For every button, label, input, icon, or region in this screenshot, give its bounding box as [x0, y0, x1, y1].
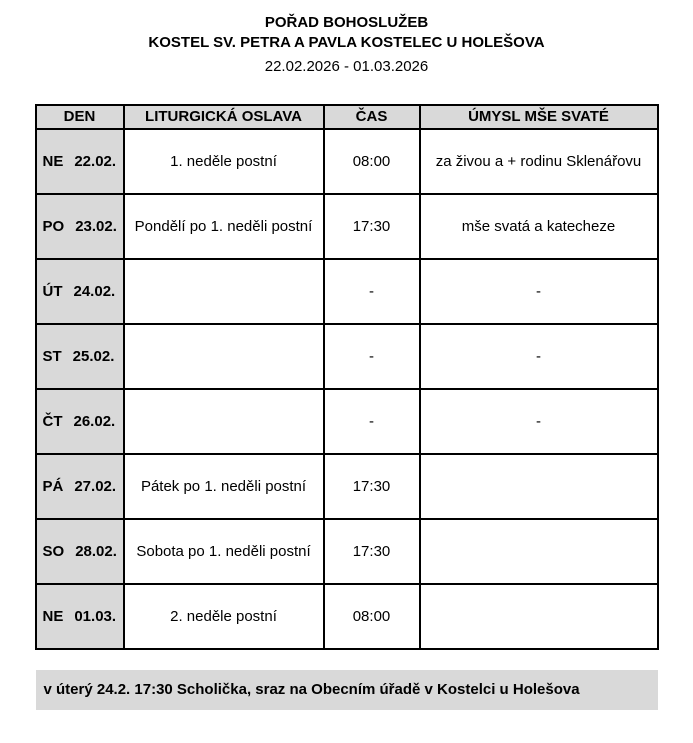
- day-abbrev: SO: [42, 542, 65, 560]
- schedule-table: [35, 104, 659, 650]
- time-cell: 17:30: [324, 454, 420, 519]
- liturgy-cell: Pondělí po 1. neděli postní: [124, 194, 324, 259]
- day-cell: [36, 194, 124, 259]
- day-cell: [36, 259, 124, 324]
- table-row: [36, 259, 658, 324]
- document-header: [0, 13, 693, 77]
- liturgy-cell: Sobota po 1. neděli postní: [124, 519, 324, 584]
- table-row: [36, 584, 658, 649]
- time-cell: 17:30: [324, 194, 420, 259]
- time-cell: -: [324, 389, 420, 454]
- day-date: 01.03.: [74, 607, 117, 625]
- day-date: 28.02.: [75, 542, 117, 560]
- day-abbrev: PO: [42, 217, 65, 235]
- day-cell: [36, 324, 124, 389]
- time-cell: -: [324, 259, 420, 324]
- liturgy-cell: [124, 259, 324, 324]
- footer-note: v úterý 24.2. 17:30 Scholička, sraz na Obecním úřadě v Kostelci u Holešova: [36, 670, 658, 710]
- table-row: [36, 454, 658, 519]
- liturgy-cell: [124, 324, 324, 389]
- page-subtitle: KOSTEL SV. PETRA A PAVLA KOSTELEC U HOLEŠOVA: [148, 34, 545, 52]
- column-header-den: DEN: [36, 105, 124, 129]
- intention-cell: -: [420, 259, 658, 324]
- table-row: [36, 519, 658, 584]
- liturgy-cell: 1. neděle postní: [124, 129, 324, 194]
- day-abbrev: ST: [42, 347, 62, 365]
- day-cell: [36, 129, 124, 194]
- day-cell: [36, 389, 124, 454]
- table-header-row: [36, 105, 658, 129]
- date-range: 22.02.2026 - 01.03.2026: [264, 57, 429, 75]
- day-abbrev: ČT: [42, 412, 63, 430]
- day-cell: [36, 519, 124, 584]
- intention-cell: -: [420, 389, 658, 454]
- day-date: 25.02.: [72, 347, 115, 365]
- column-header-oslava: LITURGICKÁ OSLAVA: [124, 105, 324, 129]
- intention-cell: [420, 584, 658, 649]
- table-row: [36, 389, 658, 454]
- day-abbrev: NE: [42, 152, 64, 170]
- day-date: 27.02.: [74, 477, 117, 495]
- intention-cell: mše svatá a katecheze: [420, 194, 658, 259]
- day-abbrev: ÚT: [42, 282, 63, 300]
- column-header-umysl: ÚMYSL MŠE SVATÉ: [420, 105, 658, 129]
- time-cell: -: [324, 324, 420, 389]
- intention-cell: [420, 519, 658, 584]
- day-cell: [36, 584, 124, 649]
- liturgy-cell: 2. neděle postní: [124, 584, 324, 649]
- time-cell: 08:00: [324, 129, 420, 194]
- day-date: 24.02.: [73, 282, 116, 300]
- liturgy-cell: Pátek po 1. neděli postní: [124, 454, 324, 519]
- table-row: [36, 194, 658, 259]
- day-date: 26.02.: [73, 412, 116, 430]
- day-date: 22.02.: [74, 152, 117, 170]
- intention-cell: -: [420, 324, 658, 389]
- table-row: [36, 129, 658, 194]
- intention-cell: [420, 454, 658, 519]
- day-abbrev: NE: [42, 607, 64, 625]
- page-title: POŘAD BOHOSLUŽEB: [264, 14, 429, 31]
- time-cell: 08:00: [324, 584, 420, 649]
- time-cell: 17:30: [324, 519, 420, 584]
- intention-cell: za živou a + rodinu Sklenářovu: [420, 129, 658, 194]
- day-cell: [36, 454, 124, 519]
- table-row: [36, 324, 658, 389]
- liturgy-cell: [124, 389, 324, 454]
- day-date: 23.02.: [75, 217, 117, 235]
- day-abbrev: PÁ: [42, 477, 64, 495]
- column-header-cas: ČAS: [324, 105, 420, 129]
